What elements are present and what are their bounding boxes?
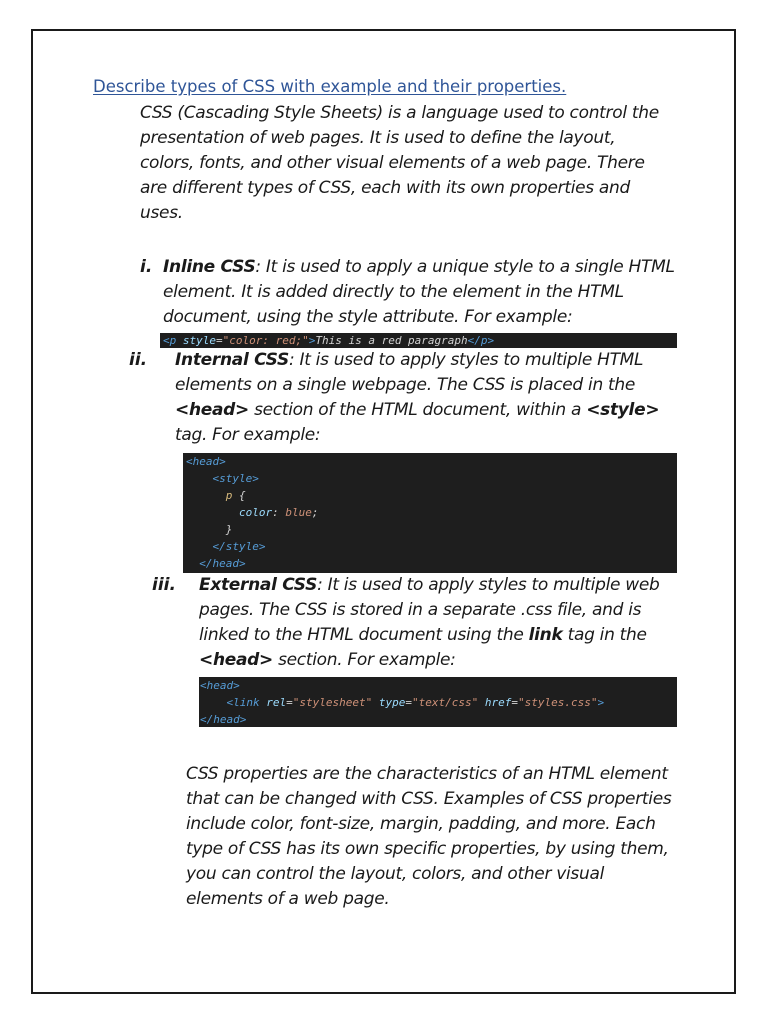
internal-css-text: section of the HTML document, within a <box>248 400 587 420</box>
code-tag: <head> <box>186 455 226 468</box>
code-tag: <link <box>226 696 260 709</box>
code-tag: <p <box>163 334 177 347</box>
external-css-line <box>199 573 660 598</box>
code-line <box>163 333 677 348</box>
code-tag: </head> <box>199 557 246 570</box>
external-css-term: External CSS <box>199 575 318 595</box>
inline-css-code-block <box>160 333 677 348</box>
external-css-text: section. For example: <box>272 650 456 670</box>
list-marker-i: i. <box>140 257 153 277</box>
code-tag: </head> <box>200 713 247 726</box>
external-css-text: tag in the <box>562 625 647 645</box>
internal-css-code-block <box>183 453 677 573</box>
external-css-line: pages. The CSS is stored in a separate .css file, and is <box>199 600 642 620</box>
code-string: "styles.css" <box>517 696 598 709</box>
code-tag: </style> <box>212 540 266 553</box>
external-css-paragraph <box>199 573 660 673</box>
inline-css-line <box>163 255 675 280</box>
inline-css-text: : It is used to apply a unique style to a single HTML <box>255 257 675 277</box>
intro-line: CSS (Cascading Style Sheets) is a language used to control the <box>140 103 659 123</box>
code-string: "color: red;" <box>222 334 309 347</box>
intro-line: uses. <box>140 203 183 223</box>
code-brace: } <box>225 523 233 536</box>
head-tag-bold: <head> <box>175 400 249 420</box>
internal-css-line <box>175 398 659 423</box>
link-tag-bold: link <box>528 625 563 645</box>
code-line <box>186 521 677 538</box>
code-eq: = <box>511 696 518 709</box>
closing-line: you can control the layout, colors, and other visual <box>186 864 605 884</box>
code-value: blue <box>285 506 312 519</box>
intro-line: are different types of CSS, each with its own properties and <box>140 178 631 198</box>
code-line <box>200 711 677 727</box>
code-string: "stylesheet" <box>292 696 373 709</box>
code-eq: = <box>286 696 293 709</box>
code-line <box>186 555 677 572</box>
code-tag: <style> <box>212 472 259 485</box>
external-css-line <box>199 623 660 648</box>
code-attr: rel <box>266 696 287 709</box>
code-brace: { <box>232 489 246 502</box>
code-tag: > <box>308 334 316 347</box>
internal-css-paragraph <box>175 348 659 448</box>
code-line <box>200 677 677 694</box>
code-colon: : <box>272 506 286 519</box>
code-line <box>186 453 677 470</box>
list-marker-ii: ii. <box>129 350 148 370</box>
external-css-code-block <box>199 677 677 727</box>
internal-css-term: Internal CSS <box>175 350 289 370</box>
closing-line: type of CSS has its own specific properties, by using them, <box>186 839 669 859</box>
intro-paragraph <box>140 101 659 226</box>
code-attr: style <box>182 334 216 347</box>
inline-css-line: element. It is added directly to the element in the HTML <box>163 282 624 302</box>
internal-css-line: tag. For example: <box>175 425 321 445</box>
closing-line: include color, font-size, margin, padding, and more. Each <box>186 814 656 834</box>
code-string: "text/css" <box>411 696 479 709</box>
code-line <box>186 470 677 487</box>
style-tag-bold: <style> <box>586 400 660 420</box>
internal-css-line <box>175 348 659 373</box>
inline-css-line: document, using the style attribute. For example: <box>163 307 573 327</box>
code-selector: p <box>225 489 233 502</box>
closing-line: that can be changed with CSS. Examples of CSS properties <box>186 789 672 809</box>
code-attr: href <box>484 696 512 709</box>
head-tag-bold: <head> <box>199 650 273 670</box>
list-marker-iii: iii. <box>152 575 176 595</box>
closing-line: CSS properties are the characteristics of an HTML element <box>186 764 668 784</box>
intro-line: colors, fonts, and other visual elements of a web page. There <box>140 153 645 173</box>
code-eq: = <box>216 334 223 347</box>
intro-line: presentation of web pages. It is used to define the layout, <box>140 128 616 148</box>
code-eq: = <box>405 696 412 709</box>
code-tag: > <box>597 696 605 709</box>
code-line <box>200 694 677 711</box>
code-tag: </p> <box>467 334 495 347</box>
closing-line: elements of a web page. <box>186 889 390 909</box>
code-semicolon: ; <box>311 506 319 519</box>
closing-paragraph <box>186 762 671 912</box>
code-text: This is a red paragraph <box>315 334 468 347</box>
code-attr: type <box>378 696 406 709</box>
document-heading: Describe types of CSS with example and their properties. <box>93 77 567 96</box>
code-property: color <box>238 506 273 519</box>
code-line <box>186 538 677 555</box>
external-css-text: linked to the HTML document using the <box>199 625 529 645</box>
external-css-text: : It is used to apply styles to multiple web <box>317 575 660 595</box>
internal-css-text: : It is used to apply styles to multiple HTML <box>288 350 644 370</box>
internal-css-line: elements on a single webpage. The CSS is placed in the <box>175 375 636 395</box>
code-tag: <head> <box>200 679 240 692</box>
external-css-line <box>199 648 660 673</box>
inline-css-term: Inline CSS <box>163 257 256 277</box>
code-line <box>186 487 677 504</box>
inline-css-paragraph <box>163 255 675 330</box>
code-line <box>186 504 677 521</box>
